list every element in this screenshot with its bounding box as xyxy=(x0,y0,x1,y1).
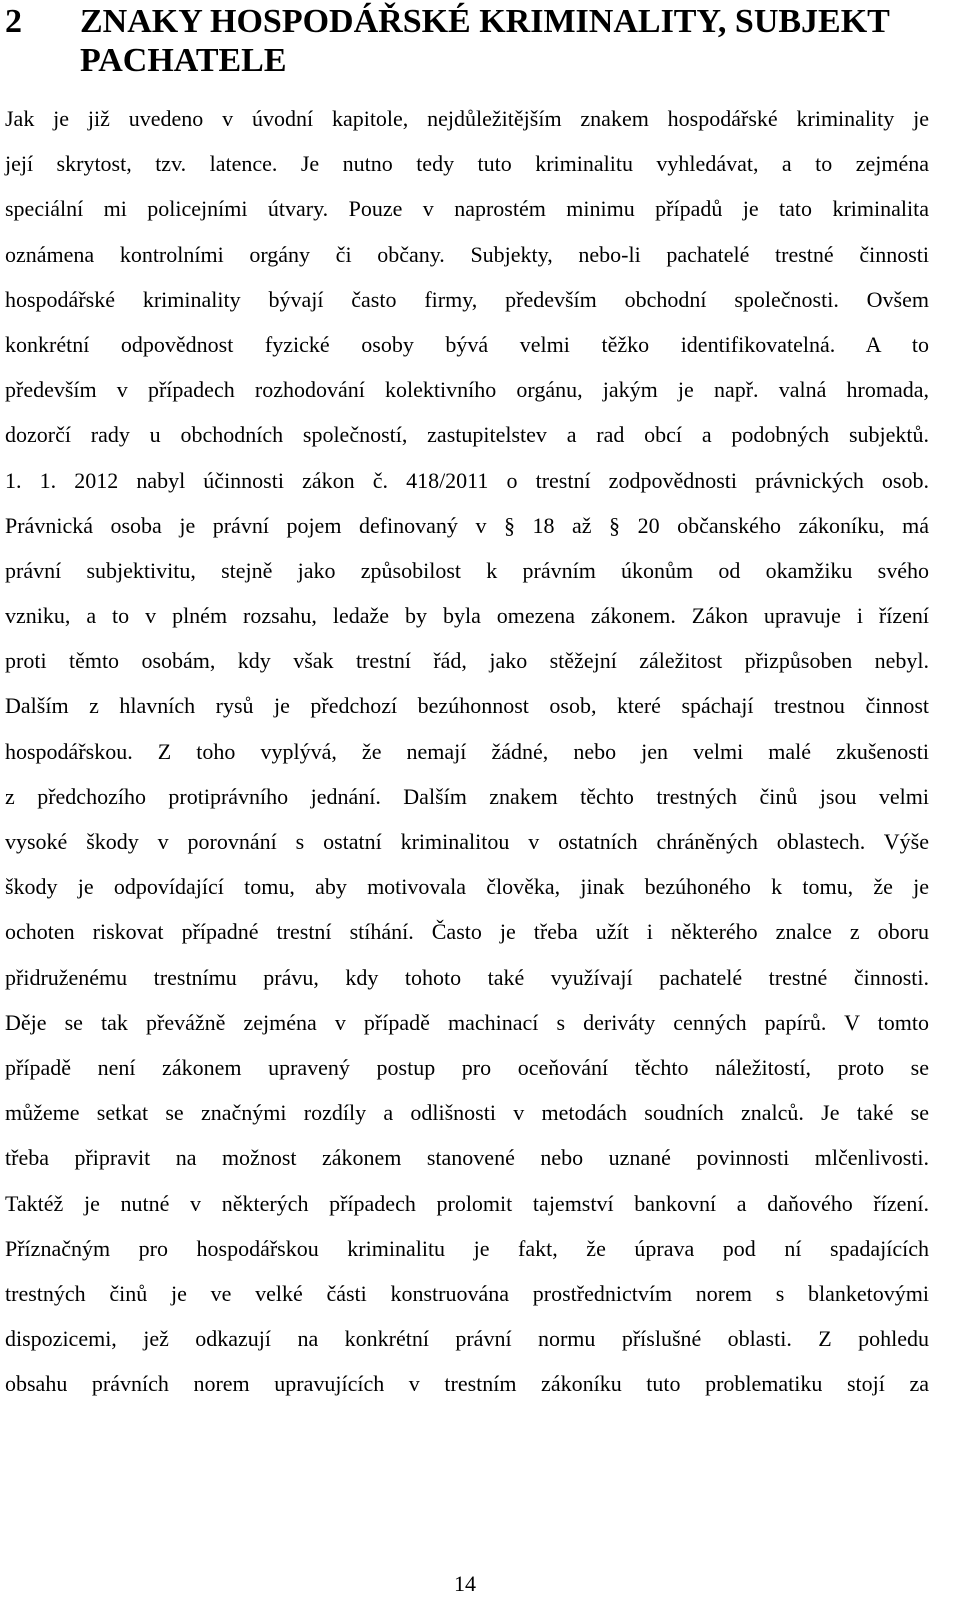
chapter-title: ZNAKY HOSPODÁŘSKÉ KRIMINALITY, SUBJEKT PACHATELE xyxy=(80,3,890,79)
text-line: speciální mi policejními útvary. Pouze v naprostém minimu případů je tato kriminalita xyxy=(5,196,929,222)
text-line: Příznačným pro hospodářskou kriminalitu je fakt, že úprava pod ní spadajících xyxy=(5,1235,929,1261)
text-line: přidruženému trestnímu právu, kdy tohoto také využívají pachatelé trestné činnosti. xyxy=(5,964,929,990)
text-line: trestných činů je ve velké části konstruována prostřednictvím norem s blanketovými xyxy=(5,1280,929,1306)
text-line: vzniku, a to v plném rozsahu, ledaže by byla omezena zákonem. Zákon upravuje i řízení xyxy=(5,603,929,629)
text-line: hospodářskou. Z toho vyplývá, že nemají žádné, nebo jen velmi malé zkušenosti xyxy=(5,738,929,764)
page-number: 14 xyxy=(454,1571,476,1596)
text-line: vysoké škody v porovnání s ostatní kriminalitou v ostatních chráněných oblastech. Výše xyxy=(5,829,929,854)
text-line: konkrétní odpovědnost fyzické osoby bývá velmi těžko identifikovatelná. A to xyxy=(5,331,929,357)
text-line: Jak je již uvedeno v úvodní kapitole, nejdůležitějším znakem hospodářské kriminality je xyxy=(5,106,929,131)
text-line: Taktéž je nutné v některých případech prolomit tajemství bankovní a daňového řízení. xyxy=(5,1190,929,1216)
chapter-body-paragraph xyxy=(5,96,929,1406)
text-line: škody je odpovídající tomu, aby motivovala člověka, jinak bezúhoného k tomu, že je xyxy=(5,874,929,900)
text-line: třeba připravit na možnost zákonem stanovené nebo uznané povinnosti mlčenlivosti. xyxy=(5,1145,929,1171)
document-page xyxy=(5,0,929,1406)
text-line: především v případech rozhodování kolektivního orgánu, jakým je např. valná hromada, xyxy=(5,377,929,403)
text-line: její skrytost, tzv. latence. Je nutno tedy tuto kriminalitu vyhledávat, a to zejména xyxy=(5,151,929,177)
text-line: dozorčí rady u obchodních společností, zastupitelstev a rad obcí a podobných subjektů. xyxy=(5,422,929,448)
text-line: oznámena kontrolními orgány či občany. Subjekty, nebo-li pachatelé trestné činnosti xyxy=(5,241,929,267)
text-line: dispozicemi, jež odkazují na konkrétní právní normu příslušné oblasti. Z pohledu xyxy=(5,1326,929,1352)
text-line: proti těmto osobám, kdy však trestní řád, jako stěžejní záležitost přizpůsoben nebyl. xyxy=(5,648,929,674)
text-line: můžeme setkat se značnými rozdíly a odlišnosti v metodách soudních znalců. Je také se xyxy=(5,1100,929,1126)
chapter-number: 2 xyxy=(5,3,22,40)
text-line: ochoten riskovat případné trestní stíhání. Často je třeba užít i některého znalce z oboru xyxy=(5,919,929,945)
text-line: právní subjektivitu, stejně jako způsobilost k právním úkonům od okamžiku svého xyxy=(5,557,929,583)
text-line: z předchozího protiprávního jednání. Dalším znakem těchto trestných činů jsou velmi xyxy=(5,783,929,809)
text-line: Právnická osoba je právní pojem definovaný v § 18 až § 20 občanského zákoníku, má xyxy=(5,512,929,538)
chapter-heading xyxy=(5,0,929,80)
text-line: Děje se tak převážně zejména v případě machinací s deriváty cenných papírů. V tomto xyxy=(5,1009,929,1035)
text-line: Dalším z hlavních rysů je předchozí bezúhonnost osob, které spáchají trestnou činnost xyxy=(5,693,929,719)
text-line: 1. 1. 2012 nabyl účinnosti zákon č. 418/2011 o trestní zodpovědnosti právnických osob. xyxy=(5,467,929,493)
text-line: případě není zákonem upravený postup pro oceňování těchto náležitostí, proto se xyxy=(5,1054,929,1080)
text-line: obsahu právních norem upravujících v trestním zákoníku tuto problematiku stojí za xyxy=(5,1371,929,1397)
text-line: hospodářské kriminality bývají často firmy, především obchodní společnosti. Ovšem xyxy=(5,286,929,312)
